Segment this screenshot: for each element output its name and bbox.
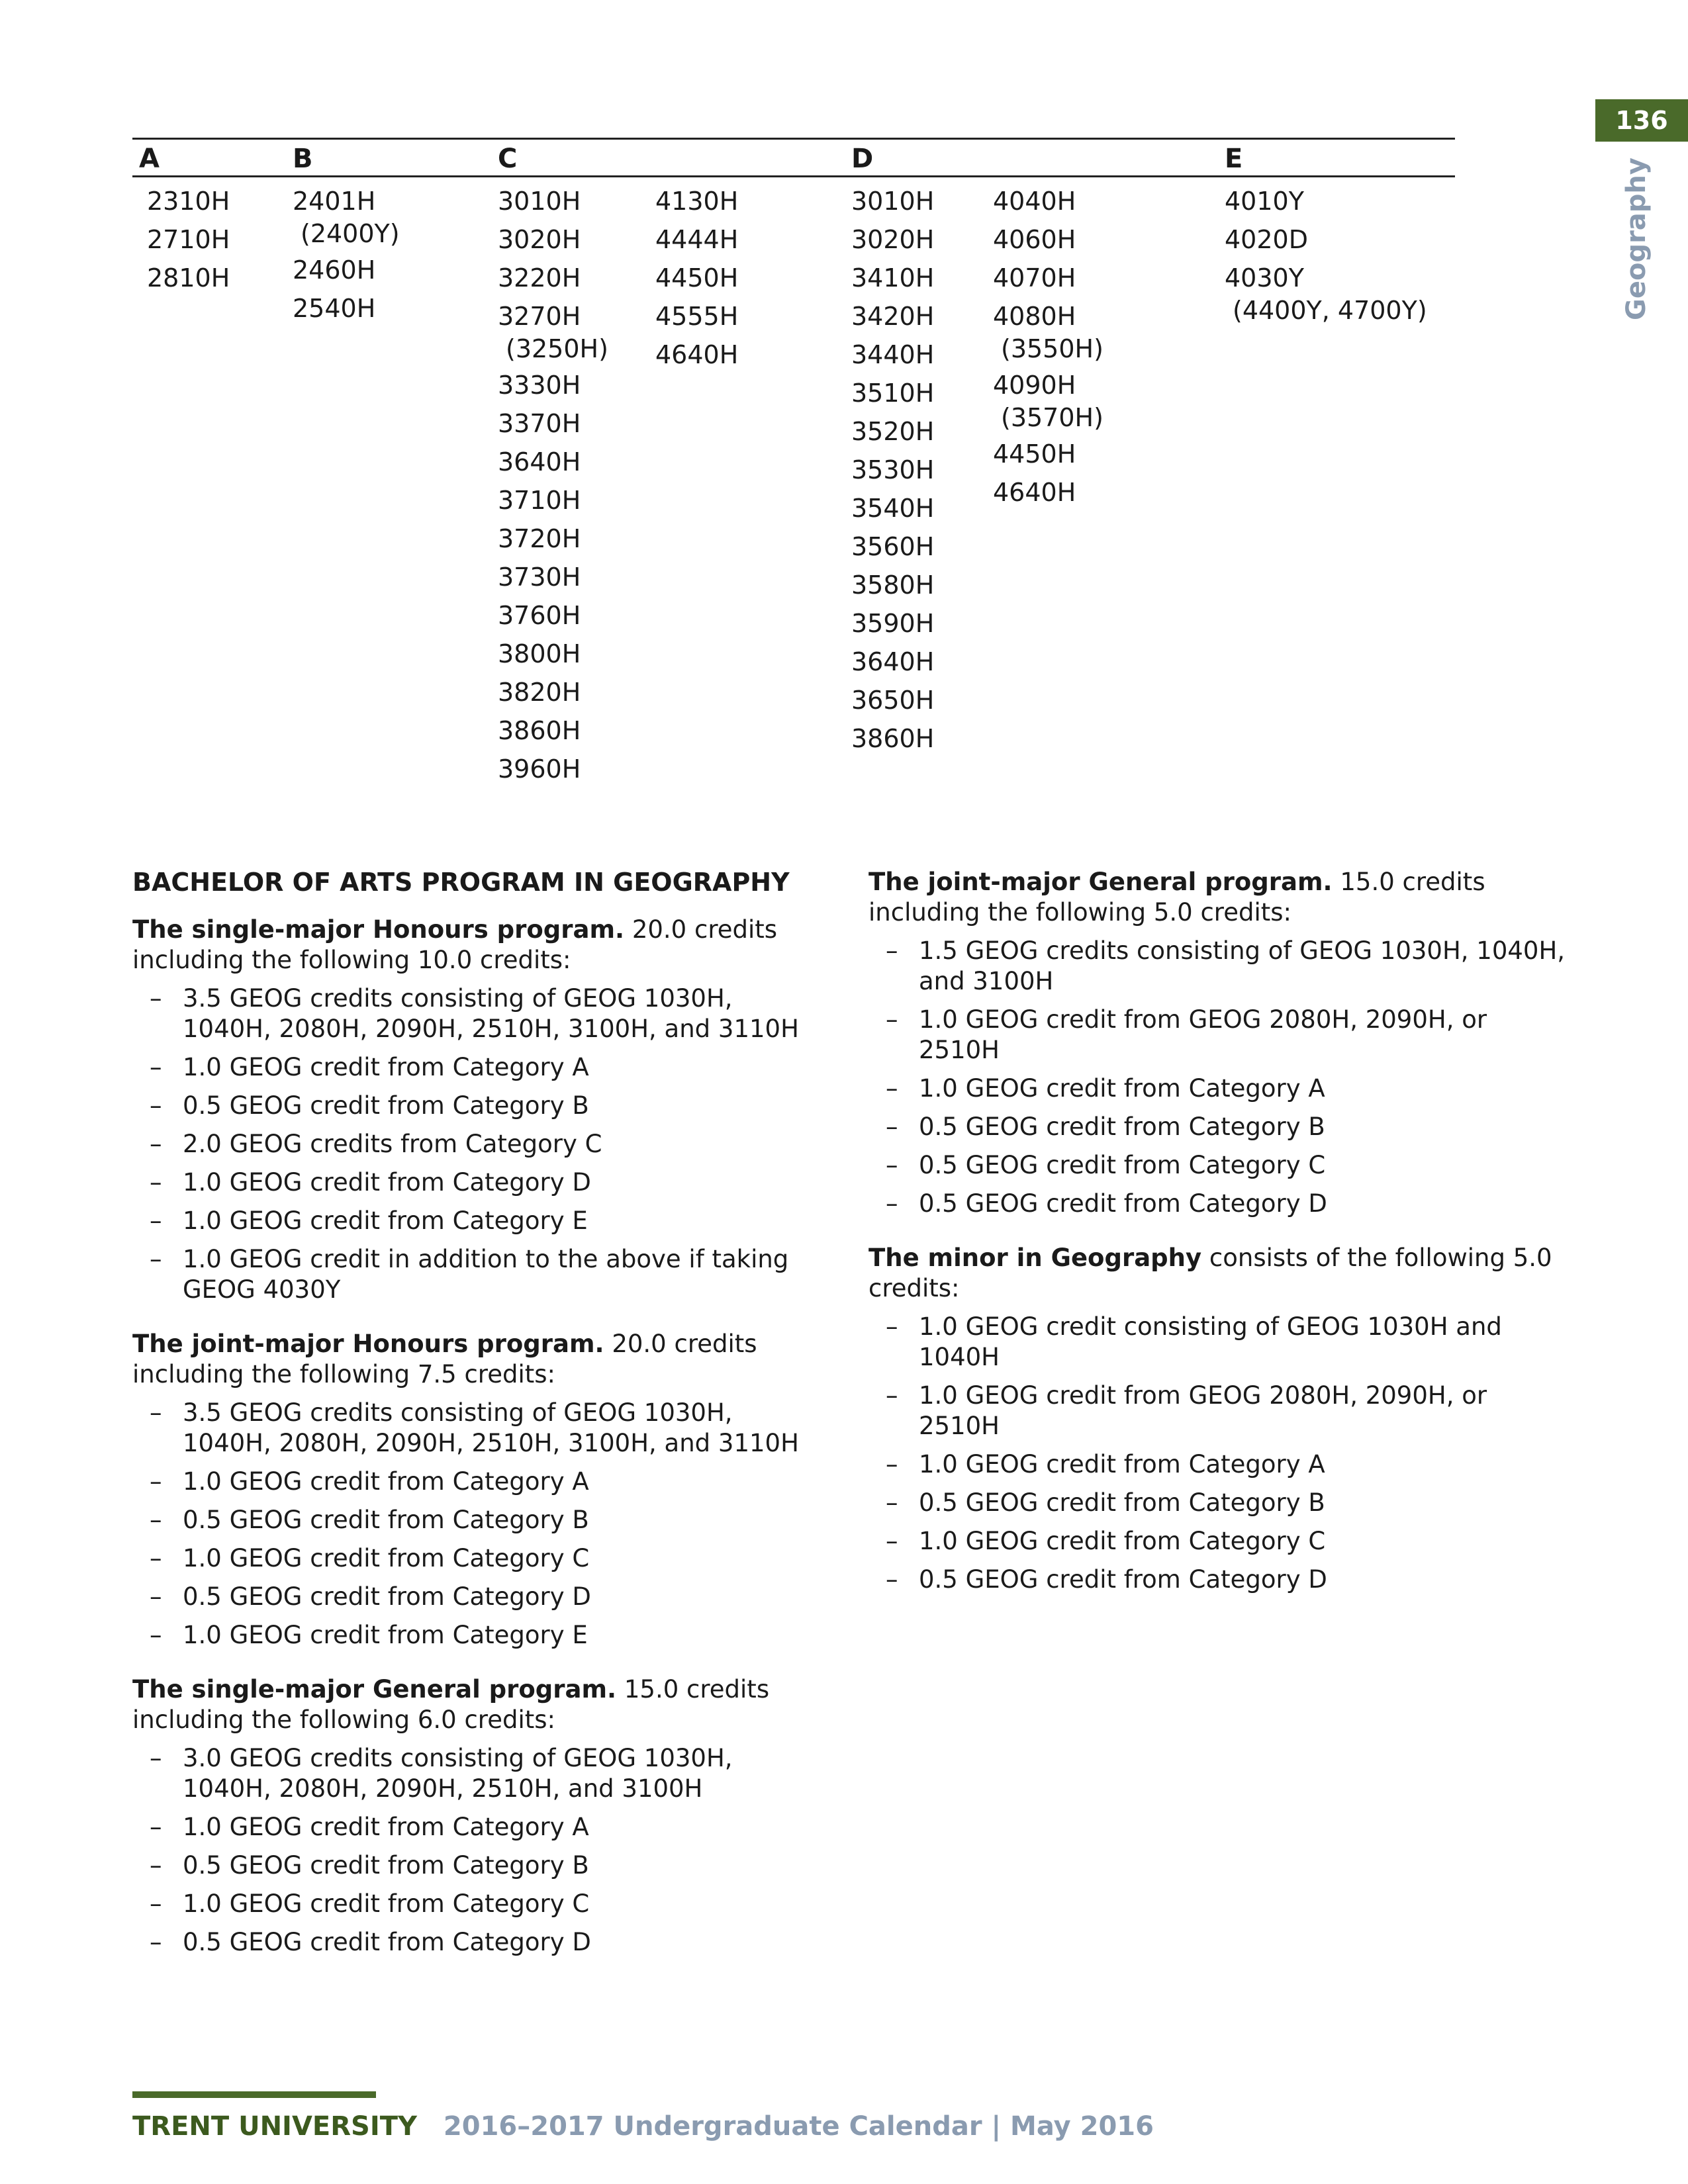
- course-cell: [655, 259, 738, 297]
- requirement-text: 3.5 GEOG credits consisting of GEOG 1030H, 1040H, 2080H, 2090H, 2510H, 3100H, and 3110H: [183, 984, 799, 1043]
- requirement-item: [868, 1150, 1570, 1181]
- requirement-text: 0.5 GEOG credit from Category B: [183, 1851, 589, 1880]
- table-column: [147, 182, 230, 297]
- course-code: 3530H: [851, 455, 935, 484]
- requirement-item: [132, 1743, 821, 1804]
- dash-bullet: –: [886, 936, 898, 965]
- course-code: 3220H: [498, 263, 581, 293]
- dash-bullet: –: [886, 1450, 898, 1479]
- dash-bullet: –: [150, 1928, 162, 1956]
- requirement-text: 1.0 GEOG credit from Category C: [183, 1544, 590, 1572]
- requirement-text: 0.5 GEOG credit from Category B: [183, 1091, 589, 1120]
- dash-bullet: –: [150, 1744, 162, 1772]
- course-code: 2710H: [147, 225, 230, 254]
- course-code: 4450H: [993, 439, 1076, 469]
- requirement-item: [132, 1582, 821, 1612]
- dash-bullet: –: [150, 1053, 162, 1081]
- dash-bullet: –: [150, 1506, 162, 1534]
- program-intro: 20.0 credits including the following 7.5 credits:: [132, 1330, 757, 1388]
- course-code: 4130H: [655, 187, 739, 216]
- course-code: 3650H: [851, 686, 935, 715]
- requirement-text: 0.5 GEOG credit from Category D: [919, 1189, 1327, 1218]
- dash-bullet: –: [150, 1544, 162, 1572]
- course-cell: [293, 289, 400, 328]
- right-column: [868, 867, 1570, 1619]
- course-cell: [851, 182, 934, 220]
- program-intro: consists of the following 5.0 credits:: [868, 1244, 1552, 1302]
- requirement-text: 1.0 GEOG credit from GEOG 2080H, 2090H, or 2510H: [919, 1005, 1487, 1064]
- program-lead: [868, 1243, 1570, 1304]
- dash-bullet: –: [150, 1245, 162, 1273]
- course-cell: [655, 297, 738, 336]
- program-block: [132, 915, 821, 1305]
- requirement-item: [132, 1620, 821, 1651]
- course-code: 3020H: [851, 225, 935, 254]
- program-lead: [132, 1674, 821, 1735]
- requirement-text: 0.5 GEOG credit from Category B: [919, 1113, 1325, 1141]
- requirement-text: 1.0 GEOG credit from Category C: [919, 1527, 1326, 1555]
- requirement-item: [132, 1505, 821, 1535]
- dash-bullet: –: [150, 1091, 162, 1120]
- course-cell: [147, 220, 230, 259]
- course-code: 4040H: [993, 187, 1076, 216]
- requirement-text: 1.0 GEOG credit consisting of GEOG 1030H and 1040H: [919, 1312, 1502, 1371]
- course-code: 4090H: [993, 371, 1076, 400]
- requirement-item: [868, 1381, 1570, 1441]
- course-cell: [498, 673, 608, 711]
- course-cell: [498, 596, 608, 635]
- table-header-e: E: [1225, 144, 1243, 174]
- section-heading: BACHELOR OF ARTS PROGRAM IN GEOGRAPHY: [132, 868, 790, 897]
- requirement-text: 1.0 GEOG credit from Category C: [183, 1889, 590, 1918]
- course-cell: [498, 182, 608, 220]
- course-code: 3420H: [851, 302, 935, 331]
- dash-bullet: –: [150, 1130, 162, 1158]
- requirement-item: [868, 1488, 1570, 1518]
- course-category-table: [132, 138, 1455, 795]
- requirement-text: 2.0 GEOG credits from Category C: [183, 1130, 602, 1158]
- course-code: 3520H: [851, 417, 935, 446]
- course-code: 3860H: [498, 716, 581, 745]
- course-code: 3010H: [498, 187, 581, 216]
- course-cell: [993, 297, 1103, 366]
- course-cell: [498, 481, 608, 520]
- course-code: 4070H: [993, 263, 1076, 293]
- table-header-d: D: [851, 144, 874, 174]
- program-title: The single-major General program.: [132, 1675, 617, 1704]
- course-cell: [851, 643, 934, 681]
- requirement-item: [868, 1073, 1570, 1104]
- dash-bullet: –: [150, 1621, 162, 1649]
- program-lead: [132, 915, 821, 976]
- dash-bullet: –: [150, 1206, 162, 1235]
- side-tab-label: Geography: [1621, 158, 1652, 320]
- course-cell: [851, 259, 934, 297]
- requirement-list: [132, 1743, 821, 1958]
- course-cell: [993, 435, 1103, 473]
- course-code: 3330H: [498, 371, 581, 400]
- requirement-item: [868, 1565, 1570, 1595]
- side-tab: [1617, 156, 1656, 322]
- table-header-a: A: [139, 144, 160, 174]
- requirement-item: [132, 1052, 821, 1083]
- course-cell: [147, 259, 230, 297]
- requirement-item: [132, 1206, 821, 1236]
- course-cell: [498, 750, 608, 788]
- requirement-item: [132, 1244, 821, 1305]
- dash-bullet: –: [150, 1168, 162, 1197]
- requirement-list: [132, 1398, 821, 1651]
- course-cell: [851, 566, 934, 604]
- program-title: The minor in Geography: [868, 1244, 1202, 1272]
- program-block: [868, 867, 1570, 1219]
- table-header-rule: [132, 175, 1455, 177]
- course-note: (3250H): [506, 334, 608, 363]
- requirement-text: 0.5 GEOG credit from Category C: [919, 1151, 1326, 1179]
- requirement-item: [132, 1129, 821, 1160]
- course-code: 4080H: [993, 302, 1076, 331]
- course-cell: [851, 451, 934, 489]
- course-cell: [498, 297, 608, 366]
- course-note: (3570H): [1001, 403, 1103, 432]
- program-block: [132, 1329, 821, 1651]
- dash-bullet: –: [886, 1381, 898, 1410]
- course-cell: [655, 220, 738, 259]
- table-column: [993, 182, 1103, 512]
- requirement-text: 1.0 GEOG credit from Category A: [919, 1074, 1325, 1103]
- requirement-text: 1.0 GEOG credit from Category A: [183, 1053, 589, 1081]
- course-cell: [851, 297, 934, 336]
- requirement-list: [868, 936, 1570, 1219]
- requirement-text: 1.0 GEOG credit from Category A: [183, 1467, 589, 1496]
- requirement-item: [132, 1398, 821, 1459]
- requirement-item: [868, 1005, 1570, 1066]
- dash-bullet: –: [150, 1851, 162, 1880]
- requirement-text: 0.5 GEOG credit from Category D: [183, 1582, 591, 1611]
- course-cell: [498, 711, 608, 750]
- course-code: 3410H: [851, 263, 935, 293]
- course-note: (3550H): [1001, 334, 1103, 363]
- table-column: [293, 182, 400, 328]
- course-code: 3720H: [498, 524, 581, 553]
- course-code: 3510H: [851, 379, 935, 408]
- dash-bullet: –: [886, 1113, 898, 1141]
- course-code: 3010H: [851, 187, 935, 216]
- course-code: 4010Y: [1225, 187, 1304, 216]
- course-code: 4450H: [655, 263, 739, 293]
- requirement-item: [132, 1927, 821, 1958]
- course-code: 4555H: [655, 302, 739, 331]
- course-cell: [993, 473, 1103, 512]
- course-cell: [851, 374, 934, 412]
- dash-bullet: –: [150, 1889, 162, 1918]
- requirement-item: [868, 1189, 1570, 1219]
- dash-bullet: –: [886, 1565, 898, 1594]
- course-code: 3560H: [851, 532, 935, 561]
- requirement-item: [132, 983, 821, 1044]
- footer-calendar: 2016–2017 Undergraduate Calendar | May 2016: [443, 2111, 1154, 2142]
- page-number: 136: [1615, 106, 1668, 135]
- requirement-text: 1.0 GEOG credit from Category E: [183, 1621, 588, 1649]
- course-cell: [1225, 220, 1427, 259]
- dash-bullet: –: [886, 1074, 898, 1103]
- dash-bullet: –: [886, 1189, 898, 1218]
- course-code: 3270H: [498, 302, 581, 331]
- course-cell: [498, 366, 608, 404]
- dash-bullet: –: [886, 1312, 898, 1341]
- requirement-item: [868, 1112, 1570, 1142]
- dash-bullet: –: [150, 1467, 162, 1496]
- requirement-text: 1.0 GEOG credit from GEOG 2080H, 2090H, or 2510H: [919, 1381, 1487, 1440]
- course-code: 3540H: [851, 494, 935, 523]
- course-cell: [147, 182, 230, 220]
- page-number-badge: [1595, 99, 1688, 142]
- dash-bullet: –: [886, 1527, 898, 1555]
- requirement-item: [132, 1543, 821, 1574]
- course-cell: [993, 220, 1103, 259]
- course-code: 3710H: [498, 486, 581, 515]
- course-code: 3370H: [498, 409, 581, 438]
- course-cell: [851, 489, 934, 527]
- course-cell: [498, 520, 608, 558]
- requirement-item: [868, 1526, 1570, 1557]
- course-cell: [851, 220, 934, 259]
- course-note: (2400Y): [301, 219, 400, 248]
- course-cell: [655, 336, 738, 374]
- course-cell: [498, 558, 608, 596]
- table-column: [655, 182, 738, 374]
- requirement-item: [132, 1850, 821, 1881]
- requirement-text: 0.5 GEOG credit from Category D: [183, 1928, 591, 1956]
- program-intro: 15.0 credits including the following 6.0 credits:: [132, 1675, 770, 1734]
- footer-rule: [132, 2091, 376, 2098]
- requirement-item: [132, 1812, 821, 1843]
- requirement-text: 3.5 GEOG credits consisting of GEOG 1030H, 1040H, 2080H, 2090H, 2510H, 3100H, and 3110H: [183, 1398, 799, 1457]
- course-code: 3730H: [498, 563, 581, 592]
- dash-bullet: –: [886, 1151, 898, 1179]
- program-title: The single-major Honours program.: [132, 915, 625, 944]
- requirement-item: [132, 1167, 821, 1198]
- course-cell: [993, 366, 1103, 435]
- program-lead: [132, 1329, 821, 1390]
- requirement-item: [132, 1889, 821, 1919]
- course-code: 2460H: [293, 255, 376, 285]
- course-cell: [293, 182, 400, 251]
- requirement-list: [132, 983, 821, 1305]
- course-cell: [851, 336, 934, 374]
- course-code: 4030Y: [1225, 263, 1304, 293]
- program-block: [132, 1674, 821, 1958]
- program-intro: 15.0 credits including the following 5.0 credits:: [868, 868, 1485, 927]
- footer: [132, 2111, 1154, 2142]
- dash-bullet: –: [150, 1398, 162, 1427]
- requirement-text: 1.5 GEOG credits consisting of GEOG 1030H, 1040H, and 3100H: [919, 936, 1566, 995]
- course-cell: [1225, 182, 1427, 220]
- course-code: 3640H: [498, 447, 581, 477]
- requirement-item: [132, 1091, 821, 1121]
- table-header-b: B: [293, 144, 313, 174]
- course-cell: [851, 412, 934, 451]
- course-cell: [293, 251, 400, 289]
- course-cell: [655, 182, 738, 220]
- requirement-text: 0.5 GEOG credit from Category B: [183, 1506, 589, 1534]
- course-code: 3590H: [851, 609, 935, 638]
- table-column: [851, 182, 934, 758]
- dash-bullet: –: [886, 1488, 898, 1517]
- course-note: (4400Y, 4700Y): [1233, 296, 1427, 325]
- course-code: 3640H: [851, 647, 935, 676]
- requirement-text: 1.0 GEOG credit in addition to the above if taking GEOG 4030Y: [183, 1245, 789, 1304]
- requirement-item: [868, 1312, 1570, 1373]
- requirement-list: [868, 1312, 1570, 1595]
- program-title: The joint-major General program.: [868, 868, 1333, 896]
- course-cell: [851, 719, 934, 758]
- requirement-text: 1.0 GEOG credit from Category A: [183, 1813, 589, 1841]
- course-cell: [498, 220, 608, 259]
- course-cell: [993, 259, 1103, 297]
- course-code: 4640H: [655, 340, 739, 369]
- course-code: 2810H: [147, 263, 230, 293]
- dash-bullet: –: [886, 1005, 898, 1034]
- table-header-c: C: [498, 144, 518, 174]
- requirement-text: 3.0 GEOG credits consisting of GEOG 1030H, 1040H, 2080H, 2090H, 2510H, and 3100H: [183, 1744, 733, 1803]
- requirement-item: [868, 936, 1570, 997]
- course-code: 3800H: [498, 639, 581, 668]
- course-code: 4444H: [655, 225, 739, 254]
- course-code: 4020D: [1225, 225, 1308, 254]
- dash-bullet: –: [150, 1582, 162, 1611]
- course-code: 3860H: [851, 724, 935, 753]
- requirement-text: 1.0 GEOG credit from Category A: [919, 1450, 1325, 1479]
- course-code: 3820H: [498, 678, 581, 707]
- course-code: 4060H: [993, 225, 1076, 254]
- course-cell: [1225, 259, 1427, 328]
- course-cell: [498, 404, 608, 443]
- course-code: 3760H: [498, 601, 581, 630]
- footer-university: TRENT UNIVERSITY: [132, 2111, 417, 2142]
- course-code: 3580H: [851, 570, 935, 600]
- course-code: 3960H: [498, 754, 581, 784]
- requirement-text: 0.5 GEOG credit from Category D: [919, 1565, 1327, 1594]
- course-code: 3440H: [851, 340, 935, 369]
- course-cell: [851, 527, 934, 566]
- requirement-text: 1.0 GEOG credit from Category D: [183, 1168, 591, 1197]
- course-cell: [498, 635, 608, 673]
- course-code: 4640H: [993, 478, 1076, 507]
- dash-bullet: –: [150, 984, 162, 1013]
- program-block: [868, 1243, 1570, 1595]
- course-code: 3020H: [498, 225, 581, 254]
- program-title: The joint-major Honours program.: [132, 1330, 604, 1358]
- course-cell: [851, 604, 934, 643]
- table-column: [498, 182, 608, 788]
- course-cell: [498, 259, 608, 297]
- course-cell: [498, 443, 608, 481]
- requirement-text: 1.0 GEOG credit from Category E: [183, 1206, 588, 1235]
- left-column: [132, 867, 821, 1981]
- table-column: [1225, 182, 1427, 328]
- course-code: 2401H: [293, 187, 376, 216]
- program-lead: [868, 867, 1570, 928]
- requirement-item: [868, 1449, 1570, 1480]
- program-intro: 20.0 credits including the following 10.0 credits:: [132, 915, 778, 974]
- course-cell: [851, 681, 934, 719]
- requirement-text: 0.5 GEOG credit from Category B: [919, 1488, 1325, 1517]
- course-cell: [993, 182, 1103, 220]
- dash-bullet: –: [150, 1813, 162, 1841]
- course-code: 2540H: [293, 294, 376, 323]
- course-code: 2310H: [147, 187, 230, 216]
- requirement-item: [132, 1467, 821, 1497]
